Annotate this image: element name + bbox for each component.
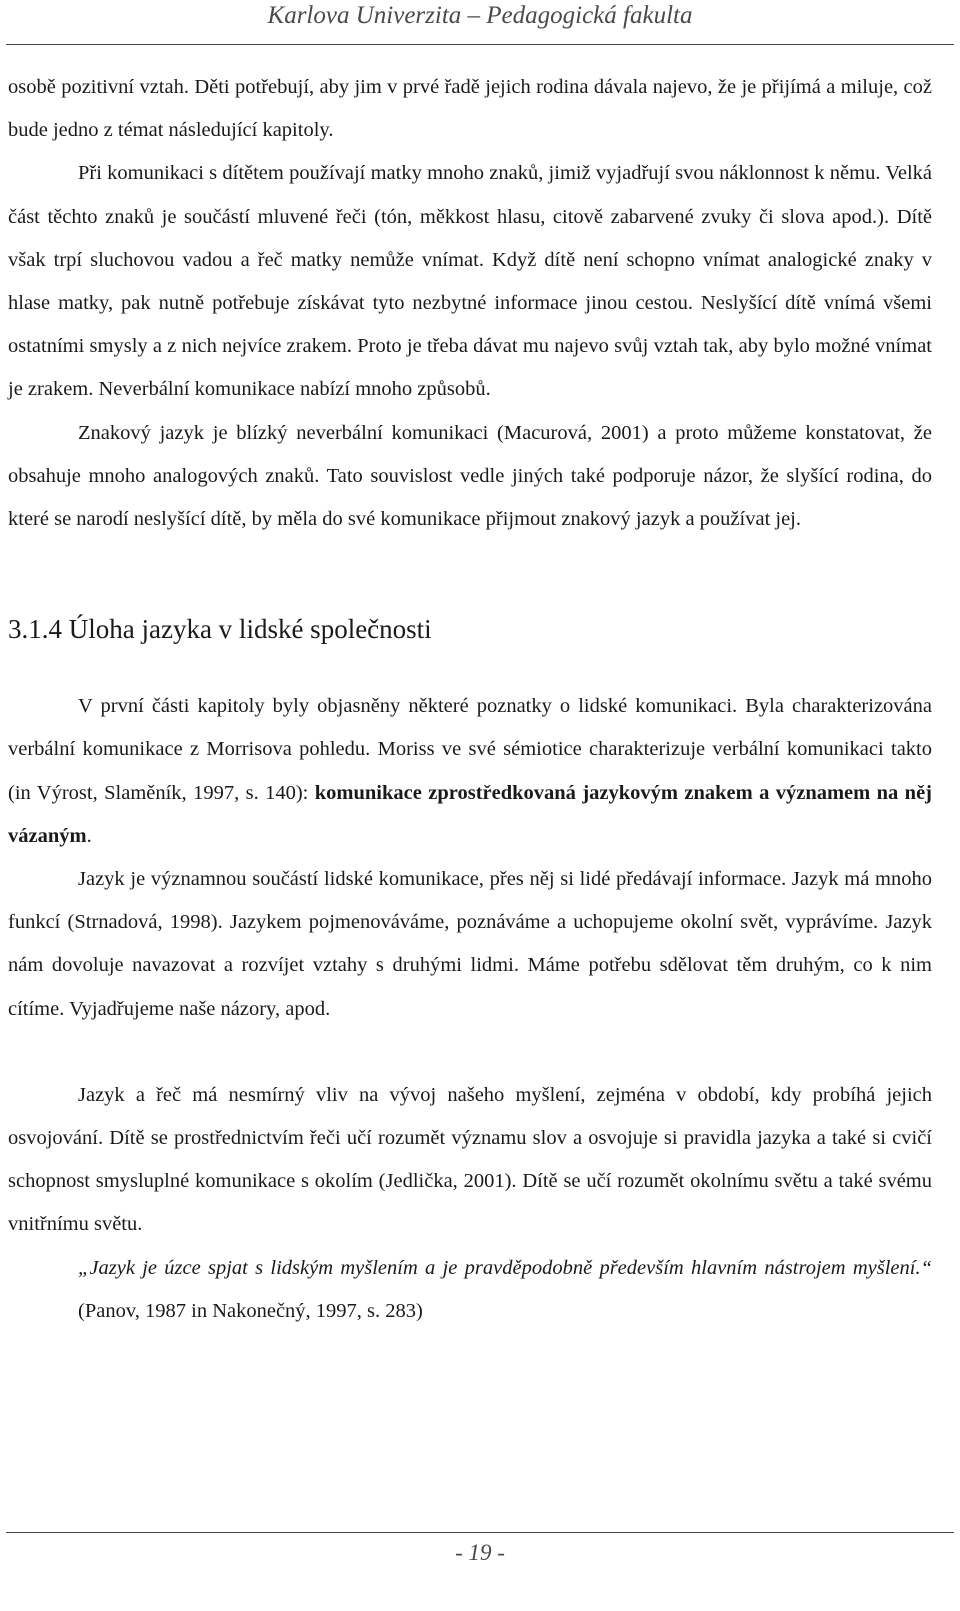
page-footer	[0, 1540, 960, 1566]
paragraph-verbal-communication	[8, 685, 932, 858]
spacer	[8, 1031, 932, 1074]
quotation	[8, 1247, 932, 1333]
footer-divider	[6, 1532, 954, 1533]
paragraph-continued: osobě pozitivní vztah. Děti potřebují, aby jim v prvé řadě jejich rodina dávala najevo, že je přijímá a miluje, což bude jedno z témat následující kapitoly.	[8, 76, 932, 142]
header-divider	[6, 44, 954, 45]
paragraph-sign-language: Znakový jazyk je blízký neverbální komunikaci (Macurová, 2001) a proto můžeme konstatovat, že obsahuje mnoho analogových znaků. Tato souvislost vedle jiných také podporuje názor, že slyšící rodina, do které se narodí neslyšící dítě, by měla do své komunikace přijmout znakový jazyk a používat jej.	[8, 421, 932, 531]
page-number: - 19 -	[455, 1540, 505, 1565]
quote-citation: (Panov, 1987 in Nakonečný, 1997, s. 283)	[78, 1299, 423, 1322]
spacer	[8, 651, 932, 685]
paragraph-language-functions: Jazyk je významnou součástí lidské komunikace, přes něj si lidé předávají informace. Jazyk má mnoho funkcí (Strnadová, 1998). Jazykem pojmenováváme, poznáváme a uchopujeme okolní svět, vyprávíme. Jazyk nám dovoluje navazovat a rozvíjet vztahy s druhými lidmi. Máme potřebu sdělovat těm druhým, co k nim cítíme. Vyjadřujeme naše názory, apod.	[8, 868, 932, 1020]
quote-text: „Jazyk je úzce spjat s lidským myšlením a je pravděpodobně především hlavním nástrojem myšlení.“	[78, 1256, 932, 1279]
document-body	[8, 66, 932, 1333]
header-title: Karlova Univerzita – Pedagogická fakulta	[267, 2, 693, 29]
paragraph-text: V první části kapitoly byly objasněny některé poznatky o lidské komunikaci. Byla charakterizována verbální komunikace z Morrisova pohledu. Moriss ve své sémiotice charakterizuje verbální komunikaci takto (in Výrost, Slaměník, 1997, s. 140):	[8, 695, 932, 804]
paragraph-mother-communication: Při komunikaci s dítětem používají matky mnoho znaků, jimiž vyjadřují svou náklonnost k němu. Velká část těchto znaků je součástí mluvené řeči (tón, měkkost hlasu, citově zabarvené zvuky či slova apod.). Dítě však trpí sluchovou vadou a řeč matky nemůže vnímat. Když dítě není schopno vnímat analogické znaky v hlase matky, pak nutně potřebuje získávat tyto nezbytné informace jinou cestou. Neslyšící dítě vnímá všemi ostatními smysly a z nich nejvíce zrakem. Proto je třeba dávat mu najevo svůj vztah tak, aby bylo možné vnímat je zrakem. Neverbální komunikace nabízí mnoho způsobů.	[8, 162, 932, 401]
paragraph-text-end: .	[86, 824, 92, 847]
paragraph-language-thinking: Jazyk a řeč má nesmírný vliv na vývoj našeho myšlení, zejména v období, kdy probíhá jejich osvojování. Dítě se prostřednictvím řeči učí rozumět významu slov a osvojuje si pravidla jazyka a také si cvičí schopnost smysluplné komunikace s okolím (Jedlička, 2001). Dítě se učí rozumět okolnímu světu a také svému vnitřnímu světu.	[8, 1083, 932, 1236]
bold-definition: komunikace zprostředkovaná jazykovým znakem a významem na něj vázaným	[8, 781, 932, 847]
section-heading: 3.1.4 Úloha jazyka v lidské společnosti	[8, 614, 432, 645]
page-header	[0, 0, 960, 42]
